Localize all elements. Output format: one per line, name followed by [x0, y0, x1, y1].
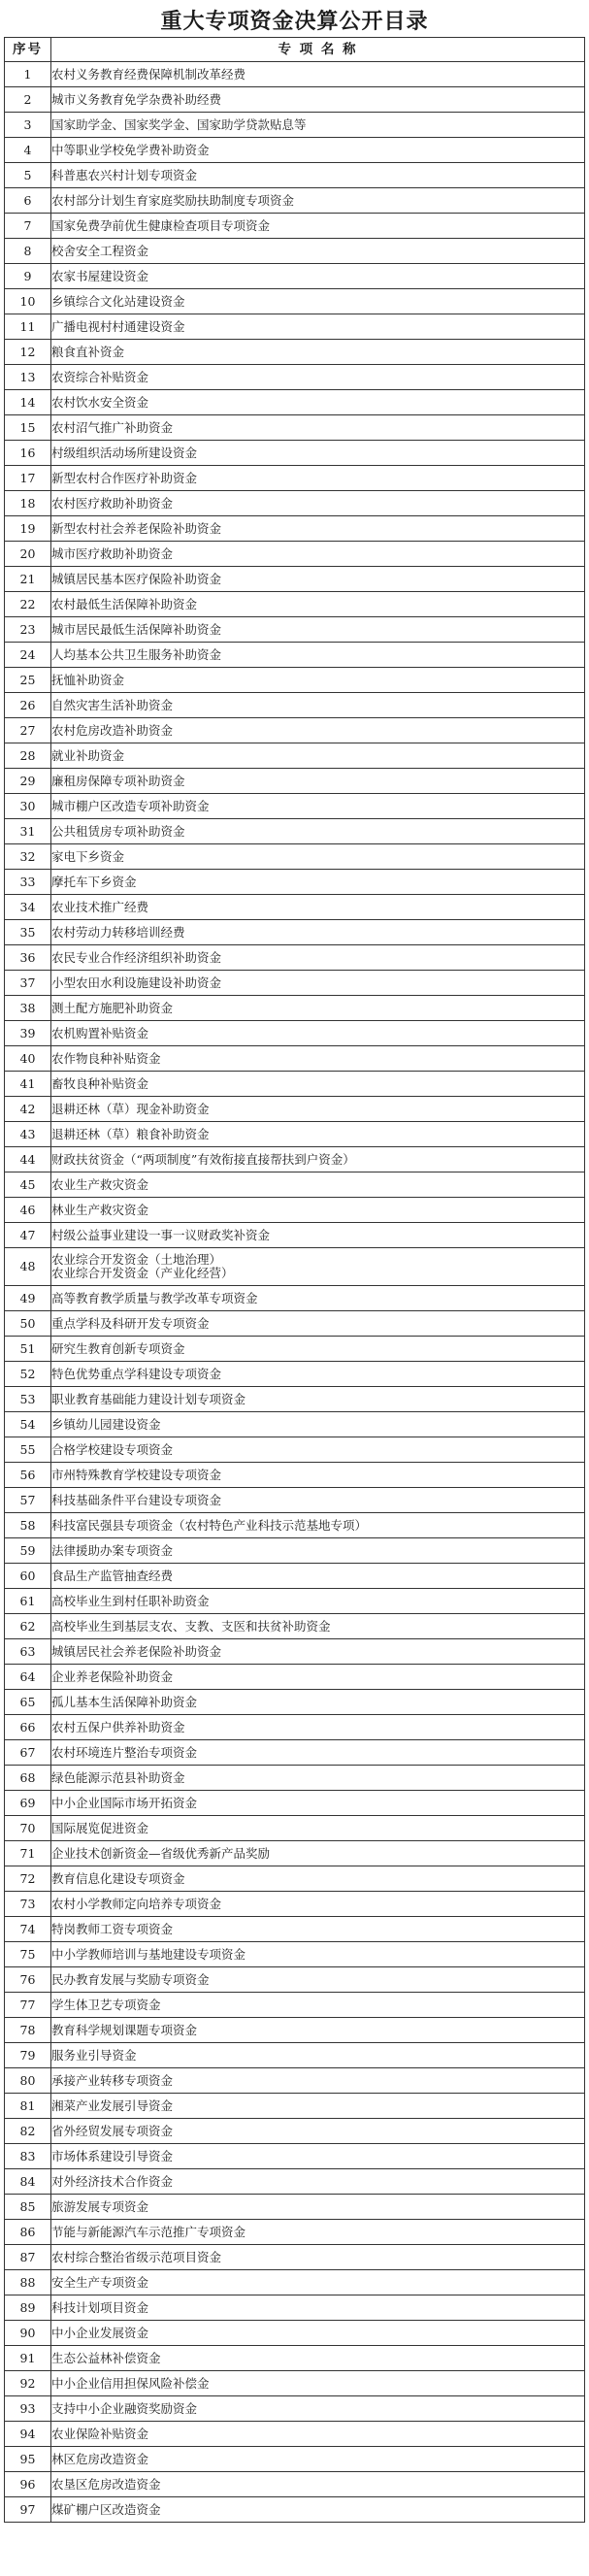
row-item-name: 绿色能源示范县补助资金 — [51, 1766, 585, 1791]
row-item-name: 旅游发展专项资金 — [51, 2195, 585, 2220]
row-number: 10 — [5, 289, 51, 314]
row-number: 89 — [5, 2295, 51, 2321]
row-number: 26 — [5, 693, 51, 718]
row-item-name — [51, 1248, 585, 1286]
row-number: 68 — [5, 1766, 51, 1791]
row-item-name: 退耕还林（草）粮食补助资金 — [51, 1122, 585, 1147]
row-number: 47 — [5, 1223, 51, 1248]
table-row — [5, 1223, 585, 1248]
table-row — [5, 1639, 585, 1665]
row-number: 33 — [5, 870, 51, 895]
table-row — [5, 2422, 585, 2447]
table-row — [5, 1437, 585, 1463]
table-row — [5, 239, 585, 264]
row-item-name: 安全生产专项资金 — [51, 2270, 585, 2295]
row-number: 2 — [5, 87, 51, 113]
row-number: 41 — [5, 1072, 51, 1097]
row-item-name: 农村小学教师定向培养专项资金 — [51, 1892, 585, 1917]
table-row — [5, 2169, 585, 2195]
row-number: 14 — [5, 390, 51, 415]
row-item-name: 特岗教师工资专项资金 — [51, 1917, 585, 1942]
table-row — [5, 62, 585, 87]
row-item-name: 乡镇综合文化站建设资金 — [51, 289, 585, 314]
row-item-name: 乡镇幼儿园建设资金 — [51, 1412, 585, 1437]
row-item-name: 企业技术创新资金—省级优秀新产品奖励 — [51, 1841, 585, 1866]
row-number: 56 — [5, 1463, 51, 1488]
table-row — [5, 567, 585, 592]
table-row — [5, 1337, 585, 1362]
row-number: 71 — [5, 1841, 51, 1866]
table-row — [5, 1766, 585, 1791]
table-row — [5, 1917, 585, 1942]
table-row — [5, 592, 585, 617]
row-number: 40 — [5, 1046, 51, 1072]
row-item-name: 测土配方施肥补助资金 — [51, 996, 585, 1021]
row-number: 80 — [5, 2068, 51, 2094]
row-number: 87 — [5, 2245, 51, 2270]
row-item-name: 城市棚户区改造专项补助资金 — [51, 794, 585, 819]
row-item-name: 城市义务教育免学杂费补助经费 — [51, 87, 585, 113]
row-number: 58 — [5, 1513, 51, 1538]
row-number: 9 — [5, 264, 51, 289]
table-row — [5, 441, 585, 466]
row-item-name: 省外经贸发展专项资金 — [51, 2119, 585, 2144]
row-number: 73 — [5, 1892, 51, 1917]
table-row — [5, 643, 585, 668]
row-number: 91 — [5, 2346, 51, 2371]
table-row — [5, 1513, 585, 1538]
table-row — [5, 945, 585, 971]
row-item-name: 科普惠农兴村计划专项资金 — [51, 163, 585, 188]
table-row — [5, 2346, 585, 2371]
row-number: 20 — [5, 542, 51, 567]
row-item-name: 农业生产救灾资金 — [51, 1172, 585, 1198]
table-row — [5, 1488, 585, 1513]
row-number: 12 — [5, 340, 51, 365]
row-item-name: 村级组织活动场所建设资金 — [51, 441, 585, 466]
row-item-name: 中小企业发展资金 — [51, 2321, 585, 2346]
row-number: 46 — [5, 1198, 51, 1223]
row-item-name: 廉租房保障专项补助资金 — [51, 769, 585, 794]
row-number: 86 — [5, 2220, 51, 2245]
row-item-name: 农村综合整治省级示范项目资金 — [51, 2245, 585, 2270]
table-row — [5, 163, 585, 188]
row-number: 16 — [5, 441, 51, 466]
row-item-name: 教育信息化建设专项资金 — [51, 1866, 585, 1892]
table-row — [5, 264, 585, 289]
row-number: 29 — [5, 769, 51, 794]
table-row — [5, 1841, 585, 1866]
row-number: 85 — [5, 2195, 51, 2220]
catalog-table — [4, 37, 585, 2523]
document-title: 重大专项资金决算公开目录 — [160, 9, 429, 34]
row-item-name: 食品生产监管抽查经费 — [51, 1564, 585, 1589]
row-item-name: 畜牧良种补贴资金 — [51, 1072, 585, 1097]
row-item-name: 农民专业合作经济组织补助资金 — [51, 945, 585, 971]
table-row — [5, 2220, 585, 2245]
row-item-name: 小型农田水利设施建设补助资金 — [51, 971, 585, 996]
row-number: 8 — [5, 239, 51, 264]
table-row — [5, 1715, 585, 1740]
row-item-name: 企业养老保险补助资金 — [51, 1665, 585, 1690]
table-row — [5, 188, 585, 214]
row-item-name: 新型农村合作医疗补助资金 — [51, 466, 585, 491]
table-row — [5, 1147, 585, 1172]
table-row — [5, 1866, 585, 1892]
table-row — [5, 1589, 585, 1614]
row-item-name: 退耕还林（草）现金补助资金 — [51, 1097, 585, 1122]
row-number: 74 — [5, 1917, 51, 1942]
row-item-name: 法律援助办案专项资金 — [51, 1538, 585, 1564]
row-item-name: 农机购置补贴资金 — [51, 1021, 585, 1046]
table-row — [5, 214, 585, 239]
row-item-name: 职业教育基础能力建设计划专项资金 — [51, 1387, 585, 1412]
row-number: 97 — [5, 2497, 51, 2523]
table-row — [5, 2068, 585, 2094]
table-row — [5, 113, 585, 138]
row-number: 22 — [5, 592, 51, 617]
table-row — [5, 1021, 585, 1046]
row-item-name: 民办教育发展与奖励专项资金 — [51, 1967, 585, 1993]
row-number: 27 — [5, 718, 51, 743]
row-number: 44 — [5, 1147, 51, 1172]
row-number: 96 — [5, 2472, 51, 2497]
row-number: 93 — [5, 2396, 51, 2422]
table-header-row — [5, 38, 585, 62]
row-item-name: 教育科学规划课题专项资金 — [51, 2018, 585, 2043]
row-item-name: 重点学科及科研开发专项资金 — [51, 1311, 585, 1337]
row-item-name: 节能与新能源汽车示范推广专项资金 — [51, 2220, 585, 2245]
header-no: 序号 — [5, 38, 51, 62]
row-number: 60 — [5, 1564, 51, 1589]
table-row — [5, 718, 585, 743]
table-row — [5, 2295, 585, 2321]
row-item-name: 城镇居民基本医疗保险补助资金 — [51, 567, 585, 592]
table-row — [5, 415, 585, 441]
table-row — [5, 2396, 585, 2422]
table-row — [5, 895, 585, 920]
row-number: 90 — [5, 2321, 51, 2346]
row-number: 57 — [5, 1488, 51, 1513]
table-row — [5, 1198, 585, 1223]
row-item-name: 就业补助资金 — [51, 743, 585, 769]
row-number: 31 — [5, 819, 51, 844]
table-row — [5, 1311, 585, 1337]
row-number: 77 — [5, 1993, 51, 2018]
row-number: 62 — [5, 1614, 51, 1639]
row-number: 35 — [5, 920, 51, 945]
row-number: 95 — [5, 2447, 51, 2472]
row-number: 55 — [5, 1437, 51, 1463]
row-number: 79 — [5, 2043, 51, 2068]
table-row — [5, 2270, 585, 2295]
row-number: 49 — [5, 1286, 51, 1311]
row-item-name: 村级公益事业建设一事一议财政奖补资金 — [51, 1223, 585, 1248]
row-item-name: 林业生产救灾资金 — [51, 1198, 585, 1223]
row-item-name: 国家助学金、国家奖学金、国家助学贷款贴息等 — [51, 113, 585, 138]
row-number: 65 — [5, 1690, 51, 1715]
table-row — [5, 516, 585, 542]
table-row — [5, 1248, 585, 1286]
row-item-name: 城市居民最低生活保障补助资金 — [51, 617, 585, 643]
table-row — [5, 668, 585, 693]
row-item-name: 科技富民强县专项资金（农村特色产业科技示范基地专项） — [51, 1513, 585, 1538]
row-number: 84 — [5, 2169, 51, 2195]
table-row — [5, 1362, 585, 1387]
row-number: 61 — [5, 1589, 51, 1614]
table-row — [5, 2043, 585, 2068]
table-row — [5, 1791, 585, 1816]
table-row — [5, 844, 585, 870]
row-item-name-line: 农业综合开发资金（土地治理） — [51, 1252, 222, 1267]
table-row — [5, 340, 585, 365]
row-item-name: 抚恤补助资金 — [51, 668, 585, 693]
row-number: 21 — [5, 567, 51, 592]
row-item-name: 农村医疗救助补助资金 — [51, 491, 585, 516]
row-item-name: 农村部分计划生育家庭奖励扶助制度专项资金 — [51, 188, 585, 214]
table-row — [5, 1614, 585, 1639]
table-row — [5, 819, 585, 844]
row-number: 52 — [5, 1362, 51, 1387]
table-row — [5, 2245, 585, 2270]
row-item-name: 农垦区危房改造资金 — [51, 2472, 585, 2497]
row-item-name: 林区危房改造资金 — [51, 2447, 585, 2472]
row-item-name: 校舍安全工程资金 — [51, 239, 585, 264]
table-row — [5, 617, 585, 643]
table-row — [5, 1122, 585, 1147]
table-row — [5, 1942, 585, 1967]
row-number: 39 — [5, 1021, 51, 1046]
table-row — [5, 2094, 585, 2119]
row-item-name: 农业保险补贴资金 — [51, 2422, 585, 2447]
row-number: 75 — [5, 1942, 51, 1967]
table-row — [5, 542, 585, 567]
row-item-name: 农村危房改造补助资金 — [51, 718, 585, 743]
row-number: 4 — [5, 138, 51, 163]
table-row — [5, 1967, 585, 1993]
row-item-name: 农村饮水安全资金 — [51, 390, 585, 415]
table-row — [5, 87, 585, 113]
row-item-name: 特色优势重点学科建设专项资金 — [51, 1362, 585, 1387]
row-number: 36 — [5, 945, 51, 971]
row-item-name: 市场体系建设引导资金 — [51, 2144, 585, 2169]
row-number: 1 — [5, 62, 51, 87]
table-row — [5, 1072, 585, 1097]
table-row — [5, 1387, 585, 1412]
row-item-name: 人均基本公共卫生服务补助资金 — [51, 643, 585, 668]
table-row — [5, 1816, 585, 1841]
row-number: 50 — [5, 1311, 51, 1337]
row-item-name: 科技基础条件平台建设专项资金 — [51, 1488, 585, 1513]
table-body — [5, 62, 585, 2523]
row-number: 24 — [5, 643, 51, 668]
row-item-name: 合格学校建设专项资金 — [51, 1437, 585, 1463]
header-name: 专 项 名 称 — [51, 38, 585, 62]
row-item-name: 农村环境连片整治专项资金 — [51, 1740, 585, 1766]
table-row — [5, 1538, 585, 1564]
table-row — [5, 1740, 585, 1766]
row-item-name: 服务业引导资金 — [51, 2043, 585, 2068]
table-row — [5, 971, 585, 996]
table-row — [5, 390, 585, 415]
row-item-name: 摩托车下乡资金 — [51, 870, 585, 895]
table-row — [5, 2497, 585, 2523]
row-item-name: 自然灾害生活补助资金 — [51, 693, 585, 718]
row-item-name: 高等教育教学质量与教学改革专项资金 — [51, 1286, 585, 1311]
table-row — [5, 289, 585, 314]
row-item-name: 学生体卫艺专项资金 — [51, 1993, 585, 2018]
table-row — [5, 2144, 585, 2169]
table-row — [5, 743, 585, 769]
table-row — [5, 1286, 585, 1311]
row-number: 59 — [5, 1538, 51, 1564]
table-row — [5, 1463, 585, 1488]
row-number: 34 — [5, 895, 51, 920]
row-number: 6 — [5, 188, 51, 214]
row-item-name: 农村劳动力转移培训经费 — [51, 920, 585, 945]
row-item-name: 农作物良种补贴资金 — [51, 1046, 585, 1072]
row-item-name: 对外经济技术合作资金 — [51, 2169, 585, 2195]
table-row — [5, 1172, 585, 1198]
row-number: 92 — [5, 2371, 51, 2396]
row-item-name: 农村最低生活保障补助资金 — [51, 592, 585, 617]
table-row — [5, 870, 585, 895]
table-row — [5, 996, 585, 1021]
table-row — [5, 1097, 585, 1122]
row-number: 78 — [5, 2018, 51, 2043]
table-row — [5, 2371, 585, 2396]
row-number: 38 — [5, 996, 51, 1021]
table-row — [5, 1993, 585, 2018]
row-number: 63 — [5, 1639, 51, 1665]
table-row — [5, 2119, 585, 2144]
row-number: 69 — [5, 1791, 51, 1816]
row-number: 76 — [5, 1967, 51, 1993]
row-number: 48 — [5, 1248, 51, 1286]
row-number: 45 — [5, 1172, 51, 1198]
row-item-name: 科技计划项目资金 — [51, 2295, 585, 2321]
table-row — [5, 466, 585, 491]
row-item-name: 研究生教育创新专项资金 — [51, 1337, 585, 1362]
table-row — [5, 1046, 585, 1072]
row-item-name: 农家书屋建设资金 — [51, 264, 585, 289]
row-number: 43 — [5, 1122, 51, 1147]
row-number: 51 — [5, 1337, 51, 1362]
table-row — [5, 1665, 585, 1690]
row-item-name: 城市医疗救助补助资金 — [51, 542, 585, 567]
row-number: 32 — [5, 844, 51, 870]
row-number: 67 — [5, 1740, 51, 1766]
row-item-name: 中等职业学校免学费补助资金 — [51, 138, 585, 163]
row-number: 64 — [5, 1665, 51, 1690]
row-number: 7 — [5, 214, 51, 239]
row-number: 30 — [5, 794, 51, 819]
table-row — [5, 2195, 585, 2220]
row-number: 66 — [5, 1715, 51, 1740]
row-number: 42 — [5, 1097, 51, 1122]
table-row — [5, 693, 585, 718]
row-number: 54 — [5, 1412, 51, 1437]
table-row — [5, 314, 585, 340]
row-item-name: 粮食直补资金 — [51, 340, 585, 365]
table-row — [5, 1690, 585, 1715]
row-item-name: 高校毕业生到村任职补助资金 — [51, 1589, 585, 1614]
row-item-name: 孤儿基本生活保障补助资金 — [51, 1690, 585, 1715]
row-item-name: 支持中小企业融资奖励资金 — [51, 2396, 585, 2422]
table-row — [5, 794, 585, 819]
row-number: 70 — [5, 1816, 51, 1841]
row-item-name-line: 农业综合开发资金（产业化经营） — [51, 1266, 234, 1280]
row-item-name: 中小学教师培训与基地建设专项资金 — [51, 1942, 585, 1967]
row-number: 17 — [5, 466, 51, 491]
row-number: 3 — [5, 113, 51, 138]
table-row — [5, 491, 585, 516]
row-number: 94 — [5, 2422, 51, 2447]
row-number: 28 — [5, 743, 51, 769]
table-row — [5, 2018, 585, 2043]
row-item-name: 市州特殊教育学校建设专项资金 — [51, 1463, 585, 1488]
table-row — [5, 1564, 585, 1589]
row-item-name: 农业技术推广经费 — [51, 895, 585, 920]
row-number: 81 — [5, 2094, 51, 2119]
row-item-name: 家电下乡资金 — [51, 844, 585, 870]
row-item-name: 湘菜产业发展引导资金 — [51, 2094, 585, 2119]
row-number: 11 — [5, 314, 51, 340]
row-item-name: 中小企业信用担保风险补偿金 — [51, 2371, 585, 2396]
row-item-name: 新型农村社会养老保险补助资金 — [51, 516, 585, 542]
row-item-name: 国际展览促进资金 — [51, 1816, 585, 1841]
row-item-name: 农资综合补贴资金 — [51, 365, 585, 390]
row-item-name: 生态公益林补偿资金 — [51, 2346, 585, 2371]
row-number: 82 — [5, 2119, 51, 2144]
table-row — [5, 920, 585, 945]
row-number: 83 — [5, 2144, 51, 2169]
row-item-name: 承接产业转移专项资金 — [51, 2068, 585, 2094]
row-item-name: 高校毕业生到基层支农、支教、支医和扶贫补助资金 — [51, 1614, 585, 1639]
table-row — [5, 769, 585, 794]
row-item-name: 农村义务教育经费保障机制改革经费 — [51, 62, 585, 87]
table-row — [5, 2447, 585, 2472]
row-item-name: 农村五保户供养补助资金 — [51, 1715, 585, 1740]
row-number: 19 — [5, 516, 51, 542]
row-item-name: 农村沼气推广补助资金 — [51, 415, 585, 441]
table-row — [5, 1412, 585, 1437]
row-number: 15 — [5, 415, 51, 441]
table-row — [5, 2472, 585, 2497]
row-number: 5 — [5, 163, 51, 188]
row-number: 88 — [5, 2270, 51, 2295]
row-number: 72 — [5, 1866, 51, 1892]
row-number: 18 — [5, 491, 51, 516]
row-item-name: 城镇居民社会养老保险补助资金 — [51, 1639, 585, 1665]
row-number: 13 — [5, 365, 51, 390]
row-number: 37 — [5, 971, 51, 996]
row-item-name: 公共租赁房专项补助资金 — [51, 819, 585, 844]
row-item-name: 财政扶贫资金（“两项制度”有效衔接直接帮扶到户资金） — [51, 1147, 585, 1172]
table-row — [5, 138, 585, 163]
table-row — [5, 1892, 585, 1917]
table-row — [5, 2321, 585, 2346]
row-number: 25 — [5, 668, 51, 693]
row-item-name: 中小企业国际市场开拓资金 — [51, 1791, 585, 1816]
row-item-name: 广播电视村村通建设资金 — [51, 314, 585, 340]
row-number: 53 — [5, 1387, 51, 1412]
row-number: 23 — [5, 617, 51, 643]
row-item-name: 国家免费孕前优生健康检查项目专项资金 — [51, 214, 585, 239]
table-row — [5, 365, 585, 390]
row-item-name: 煤矿棚户区改造资金 — [51, 2497, 585, 2523]
